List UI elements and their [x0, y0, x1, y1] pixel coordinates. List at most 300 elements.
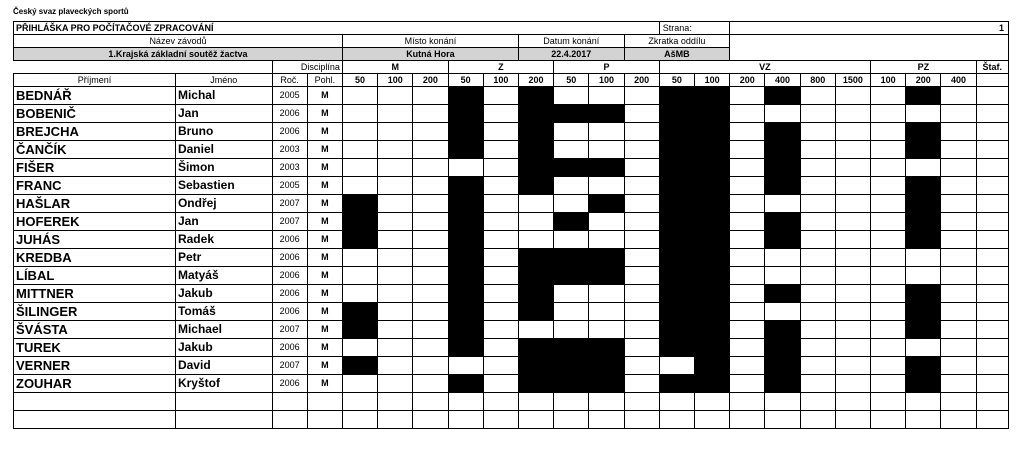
discipline-mark-empty: [413, 339, 448, 357]
empty-cell: [554, 393, 589, 411]
entry-gender: M: [307, 285, 342, 303]
entry-gender: M: [307, 303, 342, 321]
discipline-mark-empty: [378, 87, 413, 105]
discipline-mark-empty: [800, 213, 835, 231]
discipline-mark-empty: [871, 231, 906, 249]
discipline-mark-empty: [800, 303, 835, 321]
entry-firstname: Jakub: [175, 339, 272, 357]
empty-cell: [659, 411, 694, 429]
discipline-mark-empty: [483, 141, 518, 159]
discipline-mark-filled: [659, 375, 694, 393]
event-name-label: Název závodů: [14, 35, 343, 48]
discipline-mark-filled: [554, 375, 589, 393]
discipline-mark-filled: [448, 87, 483, 105]
discipline-mark-empty: [378, 231, 413, 249]
discipline-mark-empty: [554, 123, 589, 141]
entry-row: [14, 357, 1009, 375]
entry-gender: M: [307, 357, 342, 375]
discipline-mark-filled: [659, 303, 694, 321]
entry-row: [14, 285, 1009, 303]
discipline-mark-empty: [765, 249, 800, 267]
entry-row: [14, 105, 1009, 123]
empty-cell: [941, 411, 976, 429]
discipline-mark-empty: [835, 159, 870, 177]
discipline-mark-filled: [589, 357, 624, 375]
entry-surname: MITTNER: [14, 285, 176, 303]
discipline-mark-empty: [589, 303, 624, 321]
discipline-mark-empty: [413, 141, 448, 159]
discipline-mark-empty: [554, 141, 589, 159]
discipline-mark-empty: [624, 303, 659, 321]
distance-header-vz-400: 400: [765, 74, 800, 87]
entry-surname: TUREK: [14, 339, 176, 357]
discipline-mark-filled: [695, 303, 730, 321]
discipline-mark-empty: [730, 267, 765, 285]
entry-row: [14, 177, 1009, 195]
relay-label: Štaf.: [976, 61, 1008, 74]
discipline-mark-filled: [906, 357, 941, 375]
discipline-mark-empty: [624, 267, 659, 285]
page-label: Strana:: [659, 22, 729, 35]
discipline-mark-empty: [800, 195, 835, 213]
discipline-mark-filled: [695, 141, 730, 159]
discipline-mark-filled: [695, 231, 730, 249]
entry-firstname: David: [175, 357, 272, 375]
discipline-mark-filled: [589, 105, 624, 123]
discipline-mark-filled: [518, 357, 553, 375]
distance-header-m-200: 200: [413, 74, 448, 87]
discipline-mark-empty: [378, 141, 413, 159]
discipline-mark-filled: [906, 213, 941, 231]
discipline-mark-empty: [483, 105, 518, 123]
empty-cell: [589, 393, 624, 411]
discipline-mark-empty: [800, 339, 835, 357]
discipline-mark-empty: [730, 177, 765, 195]
event-name: 1.Krajská základní soutěž žactva: [14, 48, 343, 61]
discipline-mark-filled: [906, 303, 941, 321]
discipline-mark-empty: [906, 105, 941, 123]
empty-row: [14, 411, 1009, 429]
empty-cell: [835, 411, 870, 429]
discipline-mark-empty: [378, 303, 413, 321]
discipline-mark-empty: [871, 141, 906, 159]
entry-row: [14, 303, 1009, 321]
discipline-mark-empty: [413, 105, 448, 123]
discipline-mark-filled: [448, 375, 483, 393]
discipline-mark-filled: [695, 285, 730, 303]
discipline-mark-empty: [378, 105, 413, 123]
discipline-mark-empty: [554, 87, 589, 105]
discipline-mark-empty: [554, 231, 589, 249]
discipline-group-m: M: [342, 61, 448, 74]
discipline-mark-empty: [800, 87, 835, 105]
discipline-mark-empty: [518, 195, 553, 213]
empty-cell: [307, 411, 342, 429]
discipline-mark-filled: [589, 375, 624, 393]
entry-firstname: Tomáš: [175, 303, 272, 321]
discipline-mark-empty: [976, 321, 1008, 339]
discipline-mark-filled: [659, 213, 694, 231]
entry-row: [14, 231, 1009, 249]
empty-cell: [800, 393, 835, 411]
discipline-mark-empty: [589, 231, 624, 249]
discipline-mark-filled: [906, 231, 941, 249]
discipline-mark-empty: [871, 159, 906, 177]
discipline-mark-empty: [871, 375, 906, 393]
discipline-mark-empty: [554, 177, 589, 195]
discipline-mark-empty: [941, 267, 976, 285]
empty-cell: [175, 411, 272, 429]
discipline-mark-empty: [941, 213, 976, 231]
entry-row: [14, 267, 1009, 285]
discipline-mark-empty: [835, 105, 870, 123]
discipline-mark-empty: [976, 285, 1008, 303]
discipline-label: Disciplína: [272, 61, 342, 74]
distance-header-pz-100: 100: [871, 74, 906, 87]
discipline-mark-empty: [906, 267, 941, 285]
spacer: [14, 61, 273, 74]
discipline-mark-empty: [413, 375, 448, 393]
entry-form: [13, 21, 1009, 429]
discipline-mark-filled: [695, 123, 730, 141]
empty-row: [14, 393, 1009, 411]
discipline-mark-filled: [554, 159, 589, 177]
discipline-mark-empty: [378, 195, 413, 213]
discipline-mark-empty: [730, 123, 765, 141]
discipline-mark-filled: [906, 285, 941, 303]
discipline-mark-filled: [695, 159, 730, 177]
year-header: Roč.: [272, 74, 307, 87]
empty-cell: [871, 393, 906, 411]
discipline-mark-filled: [589, 267, 624, 285]
discipline-mark-empty: [624, 321, 659, 339]
empty-cell: [14, 393, 176, 411]
distance-header-vz-200: 200: [730, 74, 765, 87]
entry-surname: HOFEREK: [14, 213, 176, 231]
discipline-mark-empty: [730, 357, 765, 375]
discipline-mark-filled: [765, 177, 800, 195]
club-code: AšMB: [624, 48, 730, 61]
entry-firstname: Kryštof: [175, 375, 272, 393]
entry-row: [14, 339, 1009, 357]
discipline-mark-empty: [413, 123, 448, 141]
discipline-mark-empty: [483, 213, 518, 231]
discipline-mark-empty: [835, 285, 870, 303]
discipline-mark-empty: [730, 339, 765, 357]
entry-surname: ČANČÍK: [14, 141, 176, 159]
discipline-mark-empty: [976, 303, 1008, 321]
entry-surname: FIŠER: [14, 159, 176, 177]
entry-surname: BOBENIČ: [14, 105, 176, 123]
discipline-mark-empty: [378, 177, 413, 195]
entry-row: [14, 141, 1009, 159]
discipline-mark-empty: [871, 249, 906, 267]
discipline-mark-empty: [342, 177, 377, 195]
discipline-mark-empty: [378, 321, 413, 339]
discipline-mark-filled: [448, 195, 483, 213]
discipline-mark-filled: [448, 177, 483, 195]
discipline-mark-filled: [518, 375, 553, 393]
distance-header-z-50: 50: [448, 74, 483, 87]
discipline-mark-filled: [765, 231, 800, 249]
empty-cell: [871, 411, 906, 429]
discipline-mark-empty: [589, 321, 624, 339]
discipline-mark-empty: [378, 123, 413, 141]
entry-year: 2006: [272, 231, 307, 249]
discipline-mark-filled: [589, 195, 624, 213]
discipline-mark-empty: [800, 141, 835, 159]
discipline-mark-empty: [378, 213, 413, 231]
entry-row: [14, 195, 1009, 213]
empty-cell: [589, 411, 624, 429]
entry-year: 2006: [272, 123, 307, 141]
discipline-mark-empty: [730, 159, 765, 177]
empty-cell: [518, 411, 553, 429]
discipline-mark-empty: [835, 267, 870, 285]
discipline-mark-filled: [589, 249, 624, 267]
discipline-mark-empty: [589, 87, 624, 105]
discipline-mark-filled: [906, 177, 941, 195]
discipline-mark-filled: [765, 87, 800, 105]
organization-name: Český svaz plaveckých sportů: [13, 7, 129, 16]
discipline-mark-empty: [871, 321, 906, 339]
discipline-mark-empty: [871, 105, 906, 123]
discipline-mark-empty: [624, 177, 659, 195]
entry-year: 2006: [272, 285, 307, 303]
discipline-mark-empty: [730, 105, 765, 123]
entry-year: 2007: [272, 357, 307, 375]
discipline-mark-empty: [413, 159, 448, 177]
discipline-mark-empty: [871, 213, 906, 231]
discipline-mark-empty: [342, 105, 377, 123]
discipline-mark-empty: [835, 195, 870, 213]
discipline-mark-filled: [906, 87, 941, 105]
discipline-mark-filled: [659, 231, 694, 249]
discipline-mark-empty: [976, 177, 1008, 195]
discipline-mark-filled: [695, 87, 730, 105]
entry-firstname: Matyáš: [175, 267, 272, 285]
discipline-mark-empty: [730, 375, 765, 393]
distance-header-m-100: 100: [378, 74, 413, 87]
discipline-mark-empty: [378, 267, 413, 285]
discipline-mark-filled: [518, 141, 553, 159]
discipline-mark-empty: [554, 195, 589, 213]
discipline-mark-filled: [906, 141, 941, 159]
discipline-group-p: P: [554, 61, 660, 74]
discipline-mark-filled: [518, 267, 553, 285]
distance-header-z-100: 100: [483, 74, 518, 87]
event-place-label: Místo konání: [342, 35, 518, 48]
entry-gender: M: [307, 339, 342, 357]
discipline-mark-filled: [448, 213, 483, 231]
empty-cell: [272, 393, 307, 411]
discipline-mark-empty: [589, 213, 624, 231]
empty-cell: [448, 393, 483, 411]
discipline-mark-empty: [800, 285, 835, 303]
discipline-mark-empty: [835, 231, 870, 249]
distance-header-p-200: 200: [624, 74, 659, 87]
discipline-mark-empty: [483, 249, 518, 267]
distance-header-z-200: 200: [518, 74, 553, 87]
discipline-mark-empty: [800, 177, 835, 195]
discipline-group-pz: PZ: [871, 61, 977, 74]
club-label: Zkratka oddílu: [624, 35, 730, 48]
discipline-mark-empty: [483, 123, 518, 141]
discipline-mark-empty: [448, 159, 483, 177]
discipline-mark-empty: [624, 249, 659, 267]
discipline-mark-filled: [659, 159, 694, 177]
discipline-mark-filled: [518, 159, 553, 177]
discipline-mark-empty: [483, 159, 518, 177]
discipline-mark-filled: [554, 357, 589, 375]
discipline-mark-empty: [413, 195, 448, 213]
discipline-mark-empty: [835, 141, 870, 159]
discipline-mark-empty: [483, 303, 518, 321]
entry-firstname: Jakub: [175, 285, 272, 303]
discipline-mark-empty: [589, 141, 624, 159]
discipline-mark-empty: [906, 159, 941, 177]
empty-cell: [659, 393, 694, 411]
discipline-mark-filled: [518, 249, 553, 267]
discipline-mark-empty: [342, 285, 377, 303]
entry-firstname: Šimon: [175, 159, 272, 177]
discipline-mark-empty: [483, 285, 518, 303]
discipline-mark-empty: [448, 357, 483, 375]
discipline-mark-empty: [483, 195, 518, 213]
discipline-mark-empty: [800, 321, 835, 339]
discipline-mark-empty: [800, 123, 835, 141]
discipline-mark-empty: [976, 357, 1008, 375]
discipline-mark-empty: [342, 267, 377, 285]
discipline-mark-empty: [871, 339, 906, 357]
discipline-mark-filled: [448, 285, 483, 303]
discipline-mark-filled: [589, 159, 624, 177]
empty-cell: [518, 393, 553, 411]
discipline-mark-empty: [483, 231, 518, 249]
entry-year: 2006: [272, 249, 307, 267]
discipline-mark-filled: [695, 213, 730, 231]
discipline-mark-empty: [483, 339, 518, 357]
entry-row: [14, 87, 1009, 105]
entry-gender: M: [307, 123, 342, 141]
empty-cell: [14, 411, 176, 429]
discipline-mark-empty: [624, 87, 659, 105]
discipline-mark-empty: [413, 321, 448, 339]
discipline-mark-empty: [976, 87, 1008, 105]
discipline-mark-filled: [659, 249, 694, 267]
distance-header-pz-400: 400: [941, 74, 976, 87]
empty-cell: [624, 393, 659, 411]
entry-gender: M: [307, 213, 342, 231]
discipline-mark-empty: [800, 357, 835, 375]
discipline-mark-empty: [871, 195, 906, 213]
discipline-mark-filled: [695, 249, 730, 267]
entry-year: 2003: [272, 141, 307, 159]
discipline-mark-filled: [659, 87, 694, 105]
column-headers-row: [14, 74, 1009, 87]
discipline-mark-filled: [554, 105, 589, 123]
discipline-mark-filled: [695, 267, 730, 285]
entry-surname: KREDBA: [14, 249, 176, 267]
discipline-mark-empty: [906, 339, 941, 357]
discipline-mark-filled: [554, 339, 589, 357]
discipline-mark-filled: [554, 267, 589, 285]
empty-cell: [483, 393, 518, 411]
event-place: Kutná Hora: [342, 48, 518, 61]
entry-year: 2005: [272, 87, 307, 105]
empty-cell: [765, 393, 800, 411]
discipline-mark-empty: [378, 159, 413, 177]
discipline-mark-empty: [413, 303, 448, 321]
discipline-mark-empty: [730, 195, 765, 213]
discipline-mark-empty: [941, 195, 976, 213]
discipline-mark-empty: [835, 339, 870, 357]
entry-surname: VERNER: [14, 357, 176, 375]
entry-firstname: Jan: [175, 213, 272, 231]
discipline-mark-empty: [976, 267, 1008, 285]
discipline-mark-empty: [624, 285, 659, 303]
discipline-mark-empty: [835, 321, 870, 339]
discipline-mark-empty: [941, 285, 976, 303]
discipline-mark-filled: [765, 321, 800, 339]
discipline-mark-empty: [624, 105, 659, 123]
entry-gender: M: [307, 195, 342, 213]
discipline-mark-empty: [624, 357, 659, 375]
empty-cell: [730, 393, 765, 411]
entry-gender: M: [307, 267, 342, 285]
entry-gender: M: [307, 321, 342, 339]
discipline-mark-filled: [342, 321, 377, 339]
discipline-mark-empty: [342, 159, 377, 177]
discipline-mark-filled: [518, 105, 553, 123]
discipline-mark-filled: [342, 213, 377, 231]
discipline-mark-empty: [730, 285, 765, 303]
discipline-mark-empty: [624, 159, 659, 177]
discipline-mark-empty: [976, 123, 1008, 141]
entry-year: 2007: [272, 213, 307, 231]
discipline-mark-empty: [800, 159, 835, 177]
relay-header: [976, 74, 1008, 87]
event-labels-row: [14, 35, 1009, 48]
discipline-mark-empty: [483, 357, 518, 375]
entry-firstname: Jan: [175, 105, 272, 123]
discipline-mark-empty: [835, 177, 870, 195]
discipline-mark-empty: [589, 123, 624, 141]
form-title: PŘIHLÁŠKA PRO POČÍTAČOVÉ ZPRACOVÁNÍ: [14, 22, 660, 35]
discipline-mark-empty: [976, 249, 1008, 267]
discipline-mark-empty: [976, 105, 1008, 123]
discipline-mark-empty: [413, 213, 448, 231]
discipline-mark-empty: [342, 249, 377, 267]
discipline-mark-empty: [976, 375, 1008, 393]
entry-row: [14, 159, 1009, 177]
discipline-mark-empty: [413, 249, 448, 267]
discipline-mark-empty: [342, 87, 377, 105]
discipline-mark-empty: [976, 339, 1008, 357]
empty-cell: [730, 411, 765, 429]
discipline-mark-empty: [835, 303, 870, 321]
discipline-mark-filled: [765, 159, 800, 177]
empty-cell: [272, 411, 307, 429]
distance-header-p-50: 50: [554, 74, 589, 87]
entry-firstname: Petr: [175, 249, 272, 267]
entry-year: 2006: [272, 303, 307, 321]
surname-header: Příjmení: [14, 74, 176, 87]
discipline-mark-filled: [659, 105, 694, 123]
entry-gender: M: [307, 87, 342, 105]
gender-header: Pohl.: [307, 74, 342, 87]
discipline-mark-empty: [941, 375, 976, 393]
